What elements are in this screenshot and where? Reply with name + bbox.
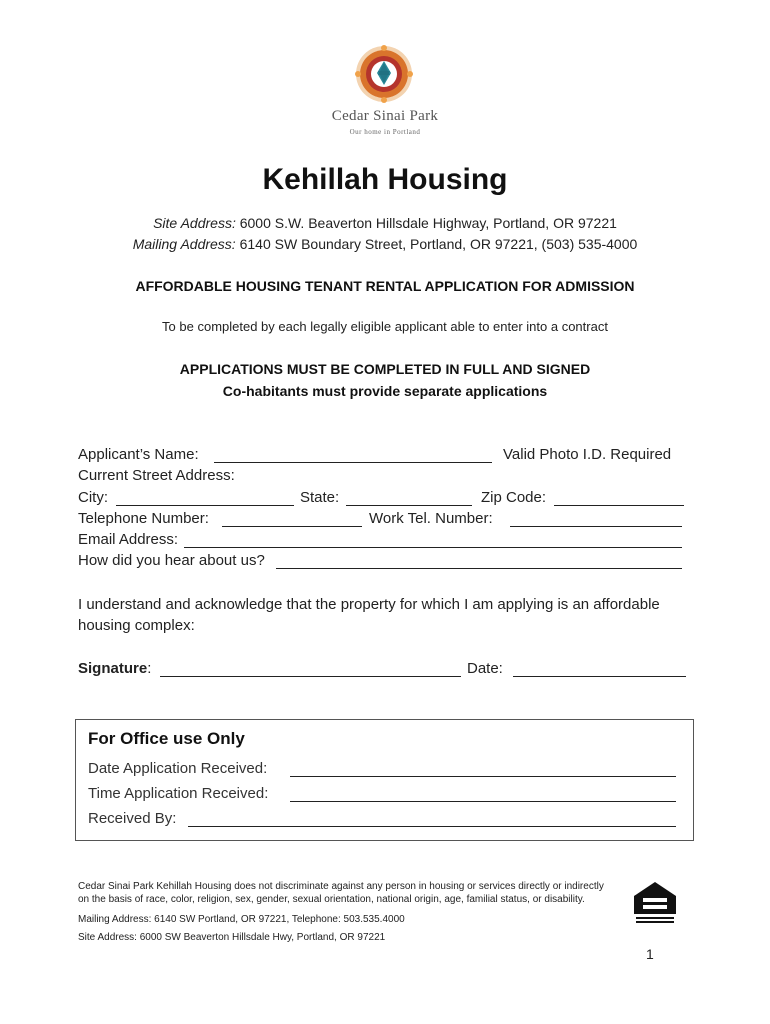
equal-housing-opportunity-icon — [632, 880, 678, 926]
logo-tagline: Our home in Portland — [349, 128, 421, 136]
site-address — [0, 215, 770, 231]
time-received-label: Time Application Received: — [88, 785, 269, 802]
state-field[interactable] — [346, 505, 472, 506]
received-by-field[interactable] — [188, 826, 676, 827]
applicant-name-label: Applicant’s Name: — [78, 446, 199, 463]
mailing-address-value: 6140 SW Boundary Street, Portland, OR 97221, (503) 535-4000 — [235, 236, 638, 252]
city-label: City: — [78, 489, 108, 506]
signature-field[interactable] — [160, 676, 461, 677]
page-title: Kehillah Housing — [262, 163, 508, 196]
time-received-row — [88, 785, 678, 805]
application-heading: AFFORDABLE HOUSING TENANT RENTAL APPLICATION FOR ADMISSION — [135, 278, 635, 294]
signature-colon: : — [147, 660, 152, 677]
hear-about-label: How did you hear about us? — [78, 552, 265, 569]
applicant-name-field[interactable] — [214, 462, 492, 463]
signature-label-group — [78, 660, 151, 677]
street-address-label: Current Street Address: — [78, 467, 235, 484]
telephone-row — [78, 510, 688, 530]
work-tel-field[interactable] — [510, 526, 682, 527]
nondiscrimination-line-1: Cedar Sinai Park Kehillah Housing does not discriminate against any person in housing or services directly or indirectly — [78, 881, 604, 892]
telephone-field[interactable] — [222, 526, 362, 527]
date-received-label: Date Application Received: — [88, 760, 268, 777]
received-by-row — [88, 810, 678, 830]
street-address-row — [78, 467, 688, 487]
cohabitants-note: Co-habitants must provide separate applications — [222, 383, 548, 399]
signature-row — [78, 660, 688, 680]
signature-label: Signature — [78, 660, 148, 677]
hear-about-row — [78, 552, 688, 572]
completion-note: To be completed by each legally eligible applicant able to enter into a contract — [162, 319, 608, 334]
zip-field[interactable] — [554, 505, 684, 506]
zip-label: Zip Code: — [481, 489, 547, 506]
time-received-field[interactable] — [290, 801, 676, 802]
site-address-label: Site Address: — [153, 215, 236, 231]
logo-name: Cedar Sinai Park — [331, 108, 439, 124]
acknowledgement-text: I understand and acknowledge that the property for which I am applying is an affordable housing complex: — [78, 596, 660, 634]
applicant-name-row — [78, 446, 688, 466]
date-label: Date: — [467, 660, 503, 677]
hear-about-field[interactable] — [276, 568, 682, 569]
email-row — [78, 531, 688, 551]
work-tel-label: Work Tel. Number: — [369, 510, 493, 527]
nondiscrimination-line-2: on the basis of race, color, religion, sex, gender, sexual orientation, national origin, age, familial status, or disability. — [78, 894, 585, 905]
email-field[interactable] — [184, 547, 682, 548]
footer-site-address: Site Address: 6000 SW Beaverton Hillsdale Hwy, Portland, OR 97221 — [78, 932, 386, 943]
site-address-value: 6000 S.W. Beaverton Hillsdale Highway, Portland, OR 97221 — [235, 215, 617, 231]
telephone-label: Telephone Number: — [78, 510, 209, 527]
photo-id-note: Valid Photo I.D. Required — [503, 446, 672, 463]
city-state-zip-row — [78, 489, 688, 509]
state-label: State: — [300, 489, 340, 506]
mailing-address — [0, 236, 770, 252]
page-number: 1 — [646, 946, 654, 962]
must-complete-heading: APPLICATIONS MUST BE COMPLETED IN FULL AND SIGNED — [179, 361, 591, 377]
cedar-sinai-park-logo — [354, 44, 414, 104]
office-use-title: For Office use Only — [88, 729, 245, 748]
received-by-label: Received By: — [88, 810, 177, 827]
date-field[interactable] — [513, 676, 686, 677]
date-received-row — [88, 760, 678, 780]
mailing-address-label: Mailing Address: — [132, 236, 236, 252]
footer-mailing-address: Mailing Address: 6140 SW Portland, OR 97221, Telephone: 503.535.4000 — [78, 914, 405, 925]
date-received-field[interactable] — [290, 776, 676, 777]
email-label: Email Address: — [78, 531, 179, 548]
city-field[interactable] — [116, 505, 294, 506]
